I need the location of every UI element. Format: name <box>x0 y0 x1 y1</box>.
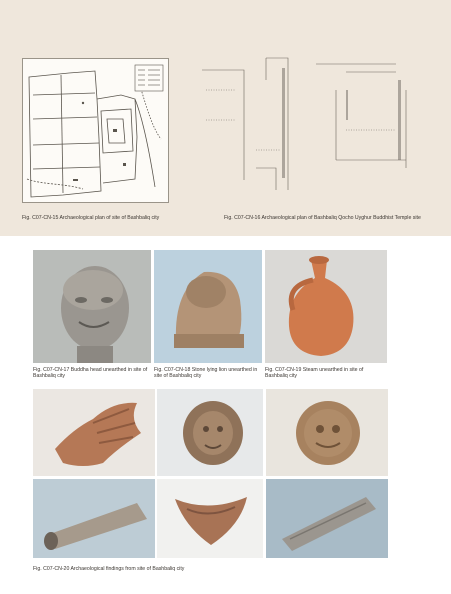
buddha-head-photo <box>33 250 151 363</box>
caption-fig20: Fig. C07-CN-20 Archaeological findings from site of Bashbaliq city <box>33 566 185 572</box>
caption-fig19: Fig. C07-CN-19 Steam unearthed in site of Bashbaliq city <box>265 367 364 380</box>
finding-ornament-photo <box>33 389 155 476</box>
finding-face-tile-photo <box>157 389 263 476</box>
finding-eave-tile-photo <box>157 479 263 558</box>
finding-round-tile-photo <box>266 389 388 476</box>
finding-tube-photo <box>266 479 388 558</box>
temple-plan-drawing <box>196 50 426 200</box>
caption-fig16: Fig. C07-CN-16 Archaeological plan of Bashbaliq Qocho Uyghur Buddhist Temple site <box>224 215 421 221</box>
caption-fig18: Fig. C07-CN-18 Stone lying lion unearthed in site of Bashbaliq city <box>154 367 258 380</box>
stone-lion-photo <box>154 250 262 363</box>
caption-fig15: Fig. C07-CN-15 Archaeological plan of site of Bashbaliq city <box>22 215 160 221</box>
city-plan-map <box>22 58 169 203</box>
steam-jug-photo <box>265 250 387 363</box>
finding-pipe-photo <box>33 479 155 558</box>
caption-fig17: Fig. C07-CN-17 Buddha head unearthed in site of Bashbaliq city <box>33 367 148 380</box>
